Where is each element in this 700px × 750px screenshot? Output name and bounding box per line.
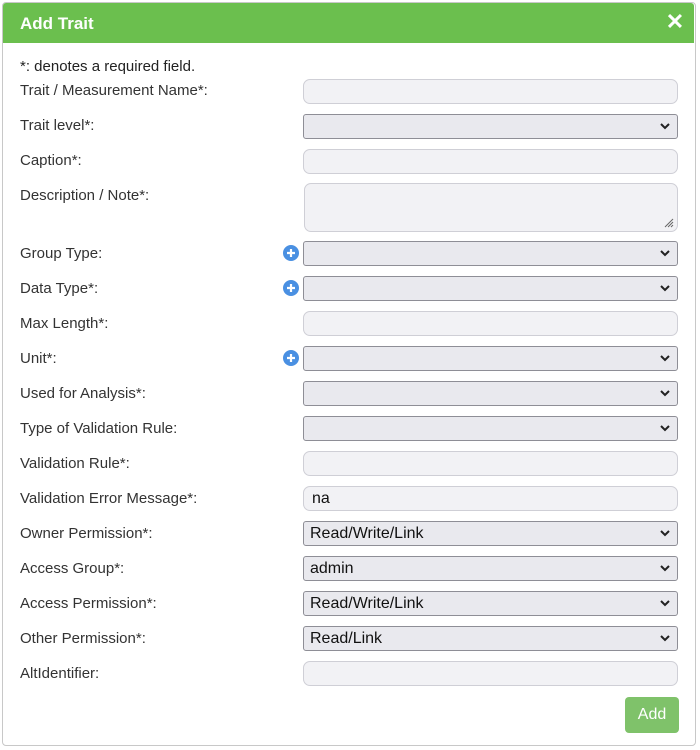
unit-select[interactable] [303, 346, 678, 371]
access-permission-select[interactable] [303, 591, 678, 616]
alt-identifier-label: AltIdentifier: [20, 665, 100, 682]
other-permission-select[interactable] [303, 626, 678, 651]
validation-rule-type-select[interactable] [303, 416, 678, 441]
access-permission-label: Access Permission*: [20, 595, 157, 612]
chevron-down-icon [659, 387, 671, 399]
data-type-label: Data Type*: [20, 280, 99, 297]
chevron-down-icon [659, 597, 671, 609]
validation-rule-label: Validation Rule*: [20, 455, 130, 472]
validation-rule-input[interactable] [303, 451, 678, 476]
caption-label: Caption*: [20, 152, 82, 169]
owner-permission-value: Read/Write/Link [310, 525, 424, 542]
add-unit-icon[interactable] [283, 350, 299, 366]
description-label: Description / Note*: [20, 187, 150, 204]
chevron-down-icon [659, 422, 671, 434]
caption-input[interactable] [303, 149, 678, 174]
resize-grip-icon[interactable] [662, 216, 674, 228]
validation-error-message-label: Validation Error Message*: [20, 490, 198, 507]
other-permission-label: Other Permission*: [20, 630, 146, 647]
owner-permission-label: Owner Permission*: [20, 525, 153, 542]
chevron-down-icon [659, 247, 671, 259]
access-group-select[interactable] [303, 556, 678, 581]
max-length-label: Max Length*: [20, 315, 109, 332]
chevron-down-icon [659, 120, 671, 132]
trait-name-label: Trait / Measurement Name*: [20, 82, 208, 99]
required-field-note: *: denotes a required field. [20, 58, 196, 75]
validation-error-message-input[interactable]: na [303, 486, 678, 511]
description-textarea[interactable] [304, 183, 678, 232]
access-group-label: Access Group*: [20, 560, 125, 577]
validation-rule-type-label: Type of Validation Rule: [20, 420, 178, 437]
dialog-title: Add Trait [20, 14, 94, 33]
chevron-down-icon [659, 352, 671, 364]
max-length-input[interactable] [303, 311, 678, 336]
chevron-down-icon [659, 632, 671, 644]
group-type-select[interactable] [303, 241, 678, 266]
chevron-down-icon [659, 282, 671, 294]
owner-permission-select[interactable] [303, 521, 678, 546]
chevron-down-icon [659, 562, 671, 574]
dialog-header [3, 3, 694, 43]
trait-name-input[interactable] [303, 79, 678, 104]
close-icon[interactable]: ✕ [665, 9, 685, 34]
group-type-label: Group Type: [20, 245, 103, 262]
other-permission-value: Read/Link [310, 630, 383, 647]
alt-identifier-input[interactable] [303, 661, 678, 686]
add-button[interactable]: Add [625, 697, 679, 733]
add-group-type-icon[interactable] [283, 245, 299, 261]
add-data-type-icon[interactable] [283, 280, 299, 296]
data-type-select[interactable] [303, 276, 678, 301]
used-for-analysis-select[interactable] [303, 381, 678, 406]
unit-label: Unit*: [20, 350, 57, 367]
trait-level-label: Trait level*: [20, 117, 95, 134]
access-permission-value: Read/Write/Link [310, 595, 424, 612]
trait-level-select[interactable] [303, 114, 678, 139]
chevron-down-icon [659, 527, 671, 539]
used-for-analysis-label: Used for Analysis*: [20, 385, 146, 402]
access-group-value: admin [310, 560, 354, 577]
